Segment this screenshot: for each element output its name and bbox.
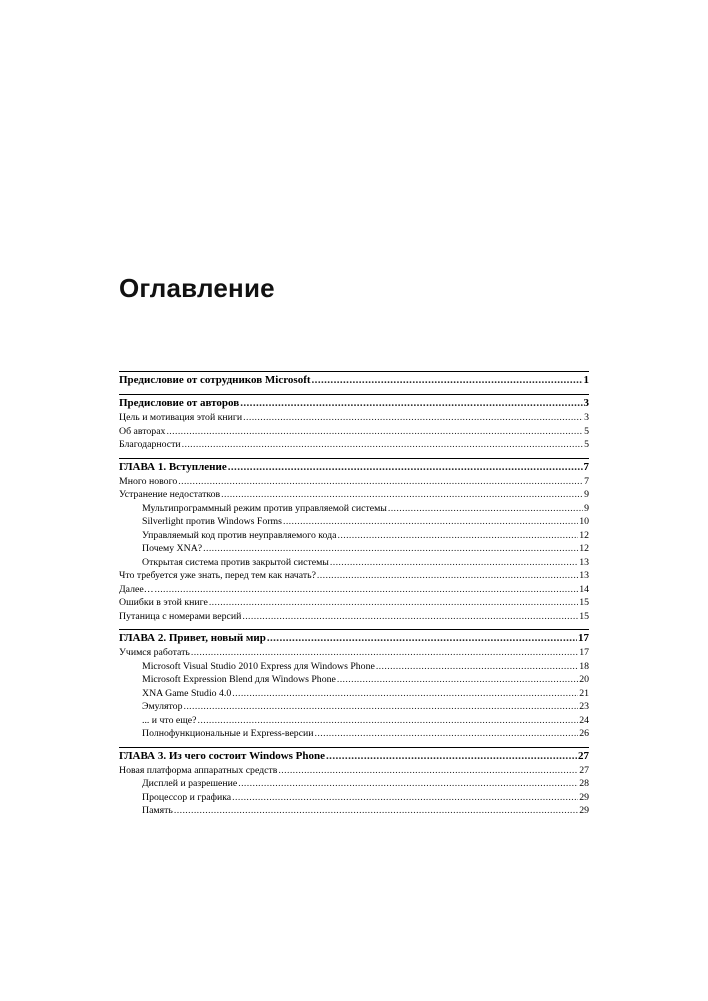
toc-entry-title: Устранение недостатков xyxy=(119,489,221,500)
dot-leader xyxy=(198,714,579,728)
toc-entry-title: Что требуется уже знать, перед тем как начать? xyxy=(119,570,316,581)
toc-entry[interactable] xyxy=(119,646,589,660)
dot-leader xyxy=(338,529,579,543)
toc-entry[interactable] xyxy=(119,515,589,529)
toc-page-number: 26 xyxy=(579,728,589,739)
toc-page-number: 21 xyxy=(579,687,589,699)
toc-entry[interactable] xyxy=(119,438,589,452)
toc-chapter-entry[interactable] xyxy=(119,747,589,764)
dot-leader xyxy=(232,791,578,805)
toc-entry[interactable] xyxy=(119,777,589,791)
toc-page-number: 10 xyxy=(579,516,589,527)
toc-page-number: 15 xyxy=(579,610,589,622)
toc-entry[interactable] xyxy=(119,475,589,489)
toc-entry-title: XNA Game Studio 4.0 xyxy=(142,687,232,699)
toc-entry[interactable] xyxy=(119,610,589,624)
toc-entry[interactable] xyxy=(119,764,589,778)
dot-leader xyxy=(315,727,579,741)
dot-leader xyxy=(317,569,578,583)
toc-page-number: 1 xyxy=(583,374,589,386)
toc-entry-title: Учимся работать xyxy=(119,647,190,658)
toc-entry-title: ... и что еще? xyxy=(142,714,197,726)
dot-leader xyxy=(240,395,582,411)
toc-page-number: 13 xyxy=(579,556,589,568)
toc-entry-title: Полнофункциональные и Express-версии xyxy=(142,728,314,739)
toc-chapter-entry[interactable] xyxy=(119,394,589,411)
dot-leader xyxy=(388,502,583,516)
toc-entry[interactable] xyxy=(119,488,589,502)
toc-page-number: 29 xyxy=(579,791,589,803)
toc-page-number: 15 xyxy=(579,597,589,608)
dot-leader xyxy=(228,459,583,475)
toc-entry-title: ГЛАВА 2. Привет, новый мир xyxy=(119,632,266,644)
toc-page-number: 27 xyxy=(579,764,589,776)
dot-leader xyxy=(376,660,578,674)
dot-leader xyxy=(203,542,578,556)
toc-entry[interactable] xyxy=(119,791,589,805)
toc-entry-title: Открытая система против закрытой системы xyxy=(142,556,329,568)
toc-entry[interactable] xyxy=(119,596,589,610)
dot-leader xyxy=(182,438,583,452)
page-title: Оглавление xyxy=(119,273,275,303)
toc-entry[interactable] xyxy=(119,556,589,570)
toc-page-number: 9 xyxy=(584,489,589,500)
dot-leader xyxy=(267,630,577,646)
toc-chapter-entry[interactable] xyxy=(119,371,589,388)
toc-entry-title: Silverlight против Windows Forms xyxy=(142,516,282,527)
toc-entry[interactable] xyxy=(119,542,589,556)
toc-page-number: 28 xyxy=(579,778,589,789)
toc-entry-title: Предисловие от авторов xyxy=(119,397,240,409)
dot-leader xyxy=(238,777,578,791)
toc-entry-title: Цель и мотивация этой книги xyxy=(119,412,243,423)
toc-entry[interactable] xyxy=(119,714,589,728)
toc-entry[interactable] xyxy=(119,673,589,687)
dot-leader xyxy=(155,583,579,597)
dot-leader xyxy=(166,425,583,439)
toc-page-number: 18 xyxy=(579,660,589,672)
toc-entry[interactable] xyxy=(119,529,589,543)
toc-entry-title: Microsoft Visual Studio 2010 Express для Windows Phone xyxy=(142,660,375,672)
dot-leader xyxy=(278,764,578,778)
dot-leader xyxy=(178,475,583,489)
toc-entry[interactable] xyxy=(119,804,589,818)
dot-leader xyxy=(209,596,578,610)
toc-entry[interactable] xyxy=(119,687,589,701)
toc-page-number: 12 xyxy=(579,543,589,554)
toc-entry[interactable] xyxy=(119,425,589,439)
toc-chapter-entry[interactable] xyxy=(119,629,589,646)
toc-page-number: 20 xyxy=(579,674,589,685)
toc-entry-title: Много нового xyxy=(119,475,178,487)
toc-page-number: 14 xyxy=(579,583,589,595)
toc-entry[interactable] xyxy=(119,569,589,583)
dot-leader xyxy=(183,700,578,714)
toc-entry[interactable] xyxy=(119,727,589,741)
toc-entry-title: Благодарности xyxy=(119,439,181,450)
toc-chapter-entry[interactable] xyxy=(119,458,589,475)
toc-entry-title: Управляемый код против неуправляемого кода xyxy=(142,529,337,541)
toc-page-number: 17 xyxy=(578,632,589,644)
dot-leader xyxy=(337,673,578,687)
toc-entry-title: Эмулятор xyxy=(142,701,183,712)
dot-leader xyxy=(312,372,583,388)
toc-entry-title: Путаница с номерами версий xyxy=(119,610,242,622)
toc-page-number: 7 xyxy=(583,460,589,473)
toc-entry-title: ГЛАВА 1. Вступление xyxy=(119,460,227,473)
dot-leader xyxy=(283,515,578,529)
toc-entry-title: Далее… xyxy=(119,583,154,595)
toc-entry-title: Процессор и графика xyxy=(142,791,232,803)
dot-leader xyxy=(243,411,583,425)
toc-entry-title: Microsoft Expression Blend для Windows Phone xyxy=(142,674,336,685)
toc-page-number: 29 xyxy=(579,805,589,816)
toc-page-number: 7 xyxy=(584,475,589,487)
toc-entry-title: Ошибки в этой книге xyxy=(119,597,208,608)
toc-entry-title: Почему XNA? xyxy=(142,543,203,554)
toc-entry-title: ГЛАВА 3. Из чего состоит Windows Phone xyxy=(119,749,326,762)
toc-page-number: 23 xyxy=(579,701,589,712)
dot-leader xyxy=(232,687,578,701)
toc-page-number: 13 xyxy=(579,570,589,581)
toc-page-number: 3 xyxy=(583,397,589,409)
toc-entry[interactable] xyxy=(119,411,589,425)
toc-page-number: 24 xyxy=(579,714,589,726)
toc-entry-title: Об авторах xyxy=(119,425,166,437)
toc-page-number: 5 xyxy=(584,439,589,450)
toc-page-number: 12 xyxy=(579,529,589,541)
dot-leader xyxy=(326,748,577,764)
toc-entry[interactable] xyxy=(119,502,589,516)
dot-leader xyxy=(330,556,578,570)
toc-page-number: 17 xyxy=(579,647,589,658)
toc-entry[interactable] xyxy=(119,660,589,674)
toc-page-number: 5 xyxy=(584,425,589,437)
toc-entry-title: Новая платформа аппаратных средств xyxy=(119,764,278,776)
table-of-contents xyxy=(119,371,589,818)
toc-entry-title: Предисловие от сотрудников Microsoft xyxy=(119,374,311,386)
toc-entry-title: Мультипрограммный режим против управляемой системы xyxy=(142,502,387,514)
toc-entry[interactable] xyxy=(119,583,589,597)
toc-page-number: 9 xyxy=(584,502,589,514)
dot-leader xyxy=(242,610,578,624)
dot-leader xyxy=(221,488,583,502)
toc-entry-title: Дисплей и разрешение xyxy=(142,778,238,789)
dot-leader xyxy=(191,646,578,660)
toc-entry-title: Память xyxy=(142,805,173,816)
dot-leader xyxy=(174,804,578,818)
toc-page-number: 3 xyxy=(584,412,589,423)
toc-entry[interactable] xyxy=(119,700,589,714)
toc-page-number: 27 xyxy=(578,749,589,762)
